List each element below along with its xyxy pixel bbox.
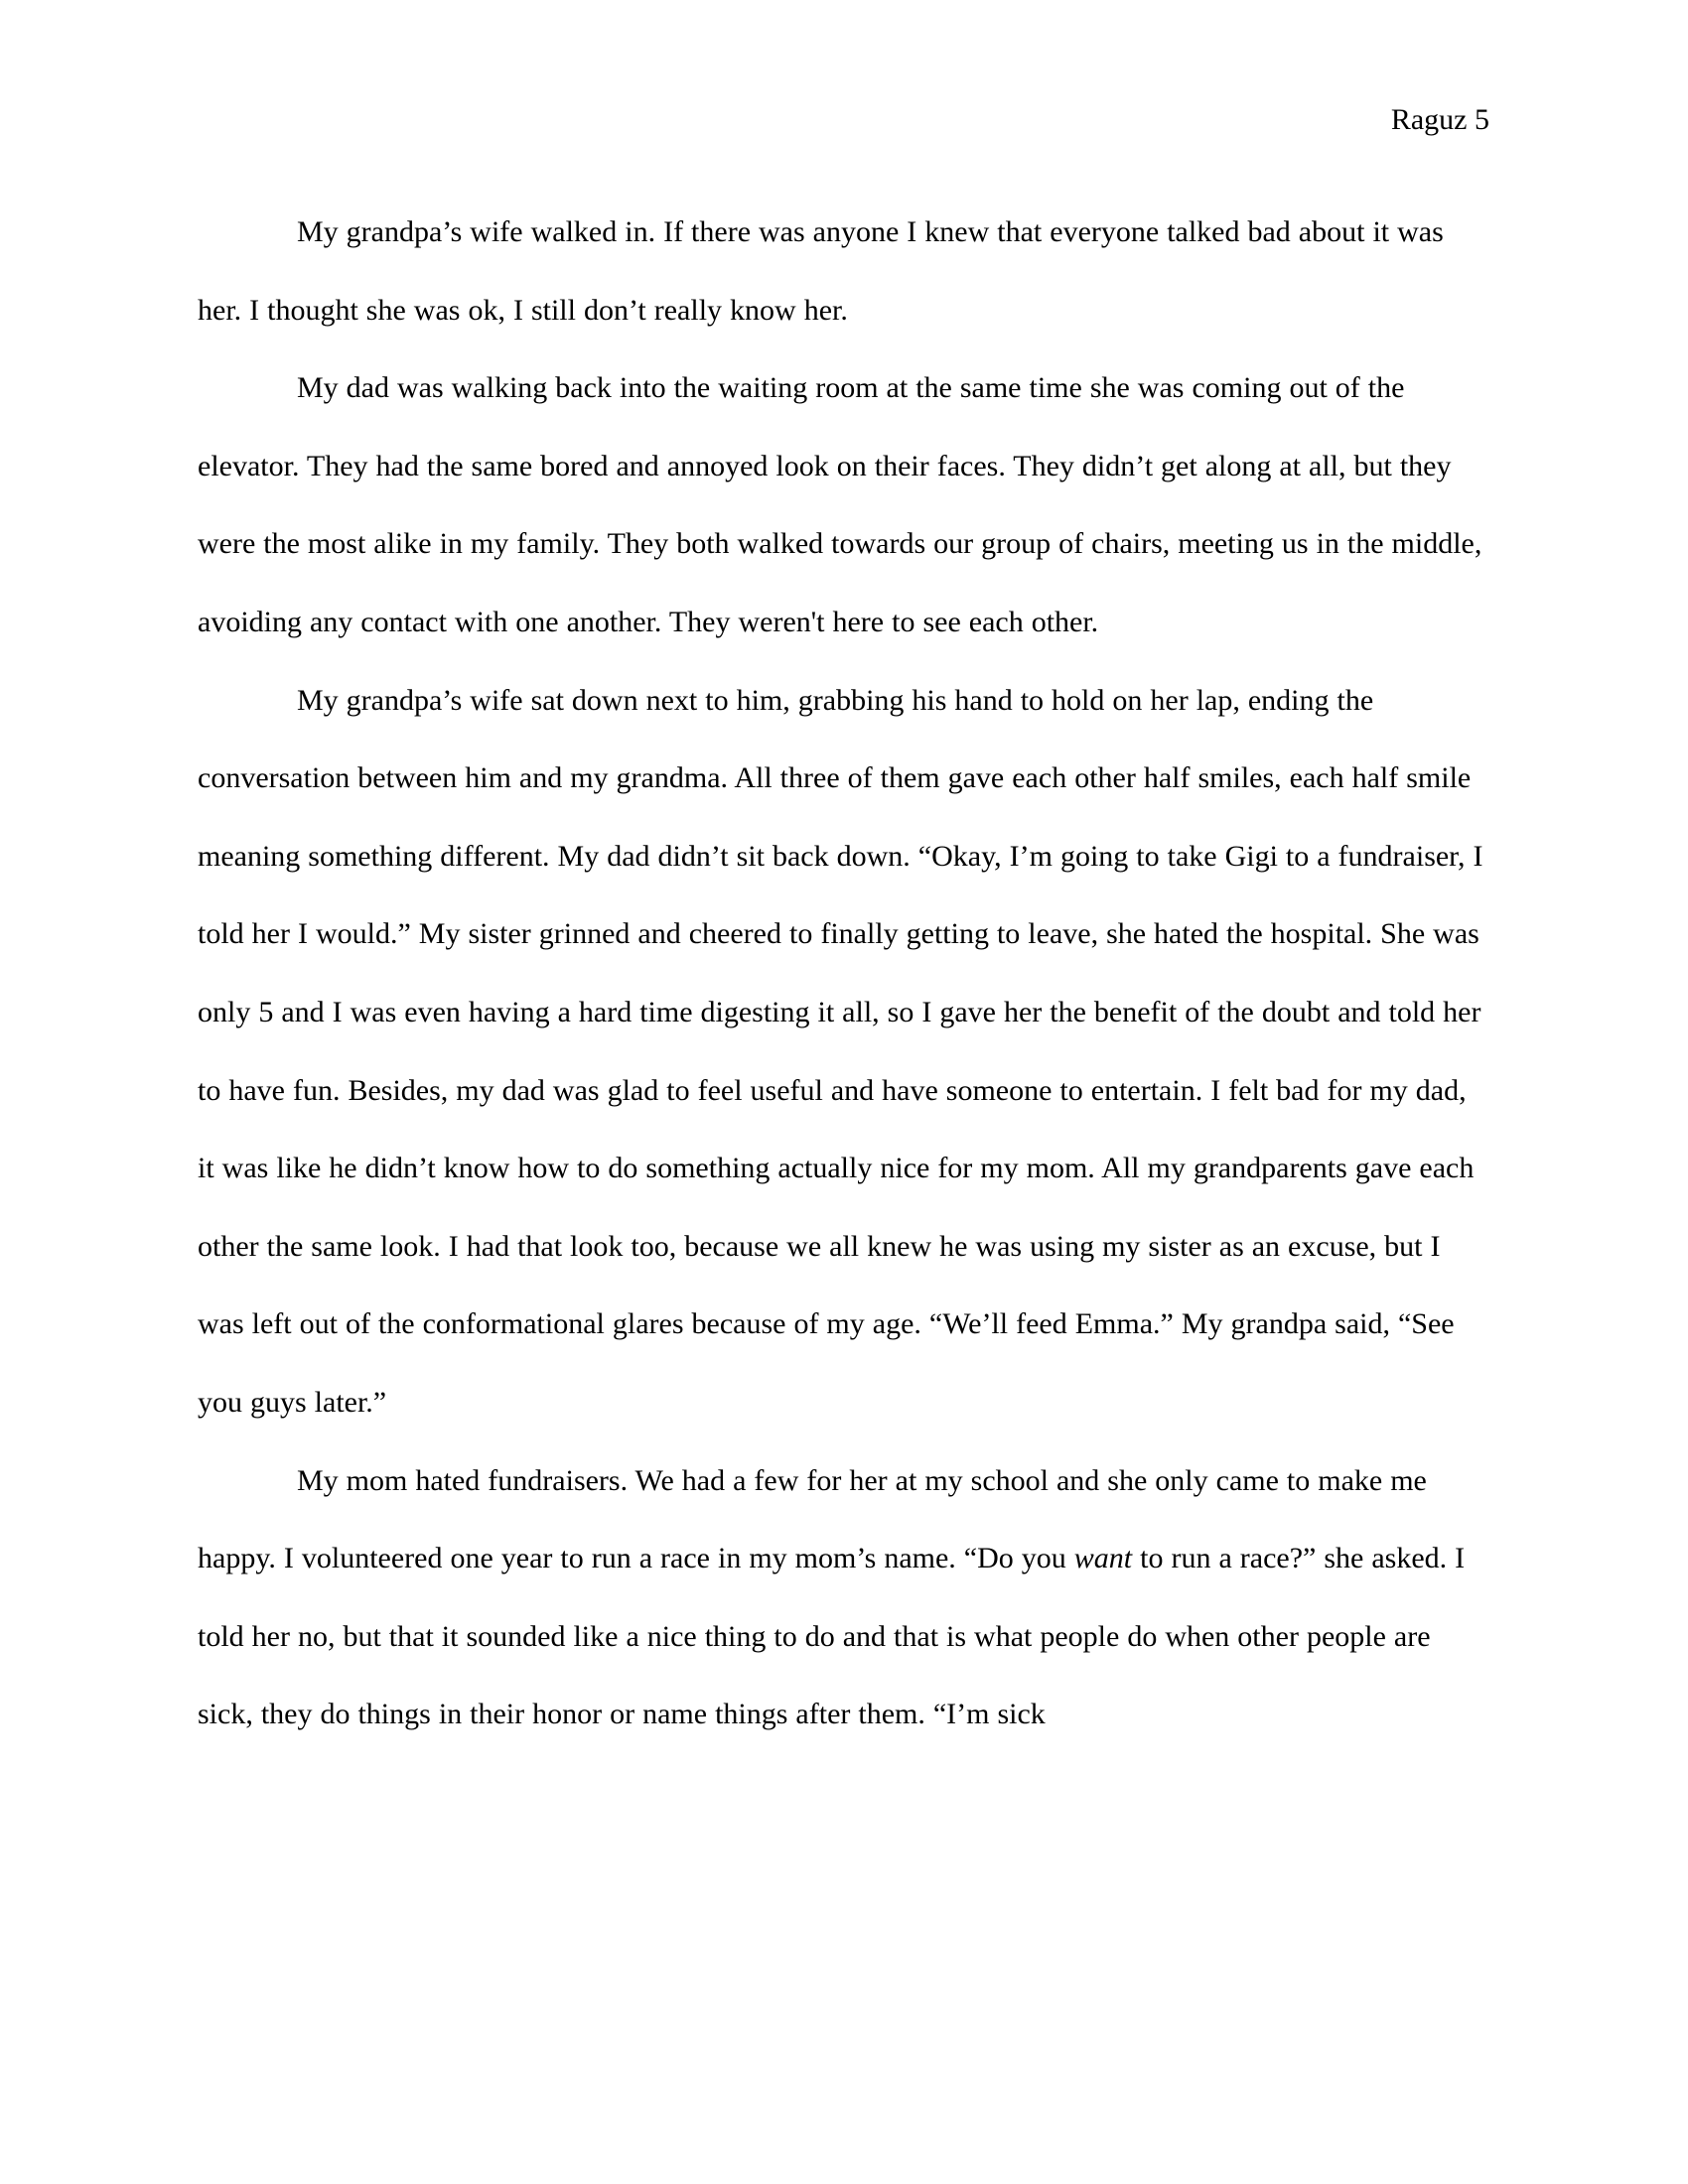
paragraph-3: My grandpa’s wife sat down next to him, grabbing his hand to hold on her lap, ending the conversation between him and my grandma. All three of them gave each other half smiles, each half smile meaning something different. My dad didn’t sit back down. “Okay, I’m going to take Gigi to a fundraiser, I told her I would.” My sister grinned and cheered to finally getting to leave, she hated the hospital. She was only 5 and I was even having a hard time digesting it all, so I gave her the benefit of the doubt and told her to have fun. Besides, my dad was glad to feel useful and have someone to entertain. I felt bad for my dad, it was like he didn’t know how to do something actually nice for my mom. All my grandparents gave each other the same look. I had that look too, because we all knew he was using my sister as an excuse, but I was left out of the conformational glares because of my age. “We’ll feed Emma.” My grandpa said, “See you guys later.” [198,683,1483,1419]
running-head: Raguz 5 [1390,103,1489,136]
paragraph-4-after: to run a race?” she asked. I told her no, but that it sounded like a nice thing to do and that is what people do when other people are sick, they do things in their honor or name things after them. “I’m sick [198,1542,1466,1731]
paragraph-2: My dad was walking back into the waiting room at the same time she was coming out of the elevator. They had the same bored and annoyed look on their faces. They didn’t get along at all, but they were the most alike in my family. They both walked towards our group of chairs, meeting us in the middle, avoiding any contact with one another. They weren't here to see each other. [198,371,1482,638]
paragraph-4-before: My mom hated fundraisers. We had a few for her at my school and she only came to make me happy. I volunteered one year to run a race in my mom’s name. “Do you [198,1463,1427,1575]
body-text [198,194,1490,1754]
paragraph-1: My grandpa’s wife walked in. If there was anyone I knew that everyone talked bad about it was her. I thought she was ok, I still don’t really know her. [198,215,1444,327]
paragraph-4 [198,1442,1490,1754]
paragraph-4-emphasis: want [1073,1542,1133,1575]
